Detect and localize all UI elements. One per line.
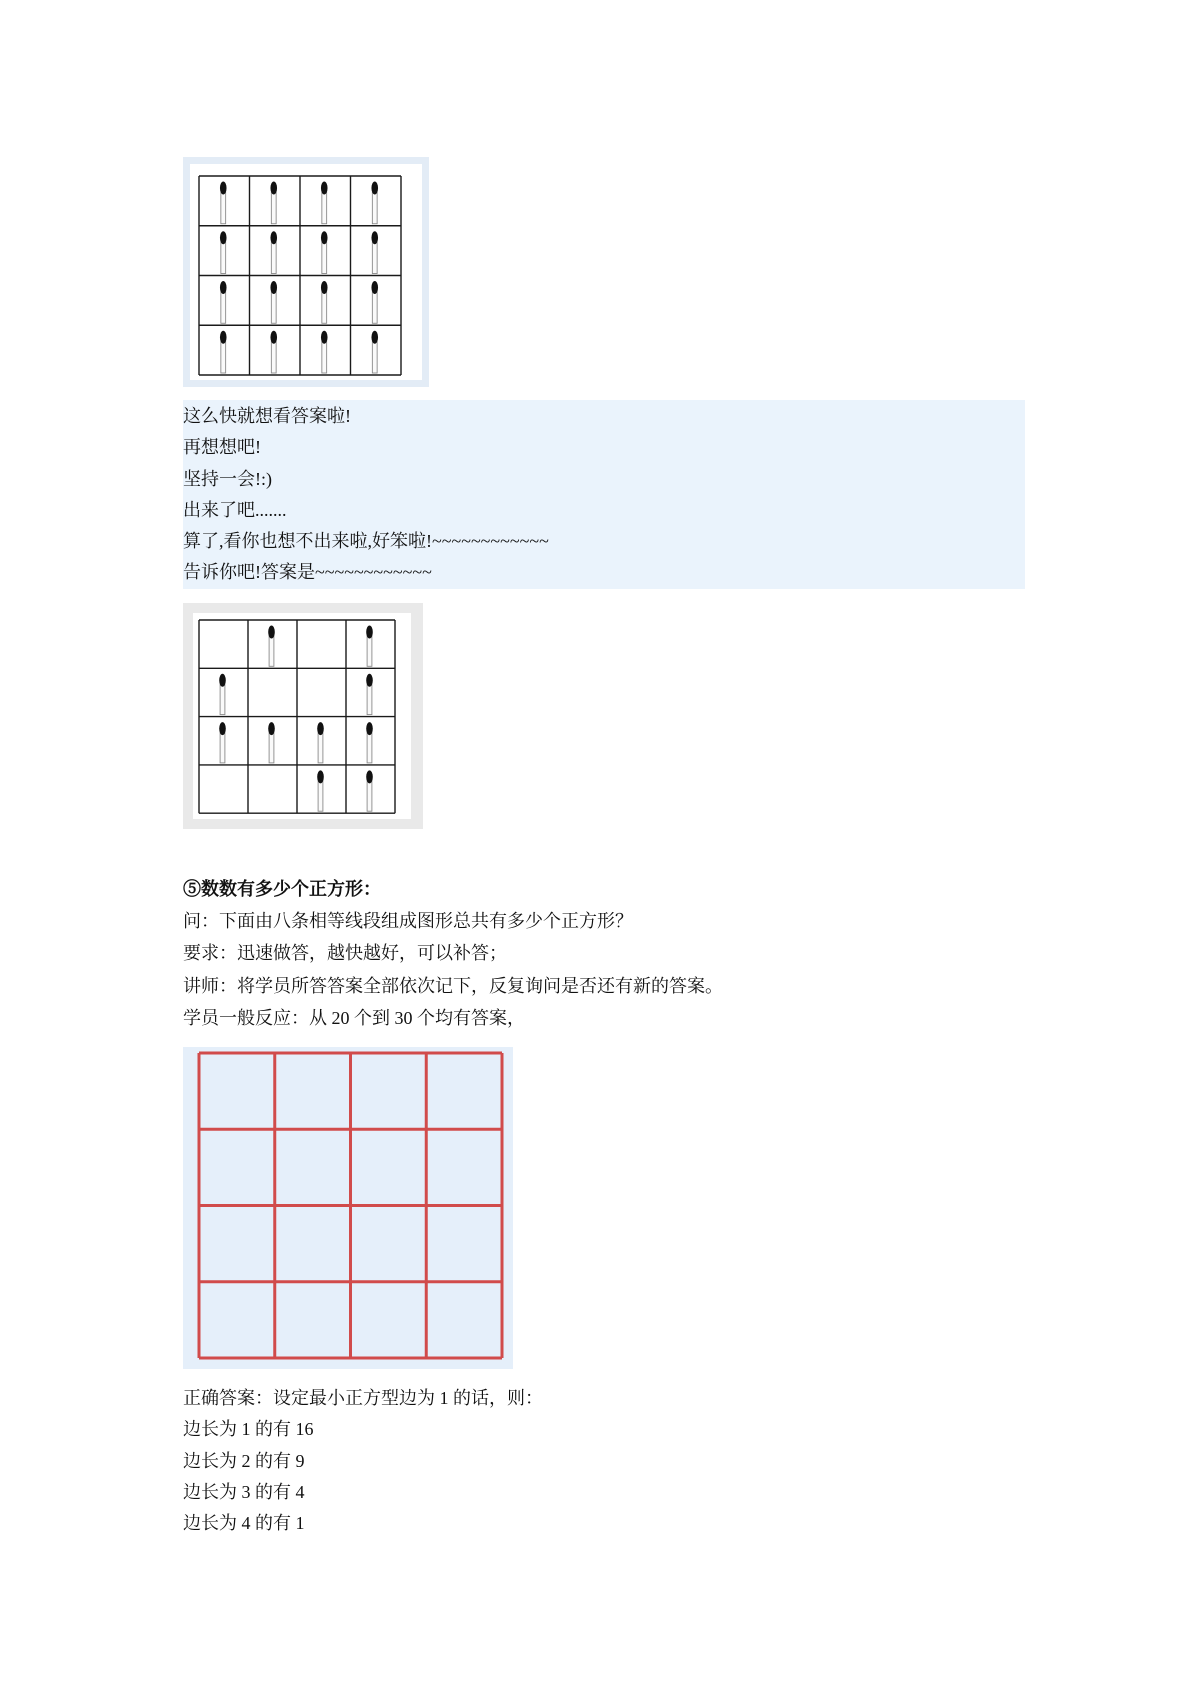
matchstick-head — [220, 231, 227, 244]
matchstick-stick — [372, 191, 377, 224]
answer-section — [183, 1383, 1023, 1539]
matchstick-stick — [221, 340, 226, 373]
matchstick — [371, 331, 378, 373]
matchstick-head — [366, 722, 373, 735]
typical-response-text: 学员一般反应：从 20 个到 30 个均有答案， — [183, 1007, 525, 1028]
matchstick-stick — [322, 241, 327, 274]
answer-line: 边长为 1 的有 16 — [183, 1419, 314, 1440]
matchstick-head — [219, 674, 226, 687]
figure-background — [183, 1047, 513, 1369]
matchstick-head — [270, 182, 277, 195]
matchstick — [366, 674, 373, 715]
matchstick-stick — [372, 291, 377, 324]
matchstick-stick — [318, 732, 323, 763]
matchstick — [371, 231, 378, 273]
matchstick-stick — [221, 241, 226, 274]
matchstick-head — [317, 722, 324, 735]
matchstick — [371, 182, 378, 224]
hint-line: 这么快就想看答案啦! — [183, 406, 351, 426]
matchstick-stick — [271, 291, 276, 324]
matchstick — [219, 674, 226, 715]
matchstick-stick — [372, 340, 377, 373]
matchstick-head — [371, 281, 378, 294]
matchstick-stick — [269, 635, 274, 666]
matchstick — [270, 182, 277, 224]
hint-line: 坚持一会!:) — [183, 468, 272, 489]
matchstick-head — [270, 331, 277, 344]
matchstick-head — [371, 182, 378, 195]
matchstick-head — [371, 331, 378, 344]
matchstick-head — [371, 231, 378, 244]
matchstick-head — [366, 674, 373, 687]
matchstick-head — [317, 770, 324, 783]
matchstick-stick — [271, 191, 276, 224]
matchstick — [220, 182, 227, 224]
matchstick-head — [219, 722, 226, 735]
matchstick-head — [220, 331, 227, 344]
matchstick-head — [366, 770, 373, 783]
matchstick — [268, 722, 275, 763]
answer-line: 边长为 4 的有 1 — [183, 1513, 305, 1534]
matchstick-head — [321, 231, 328, 244]
requirement-text: 要求：迅速做答，越快越好，可以补答； — [183, 943, 507, 964]
answer-line: 边长为 3 的有 4 — [183, 1481, 305, 1502]
matchstick-head — [268, 722, 275, 735]
matchstick-stick — [221, 291, 226, 324]
matchstick-stick — [269, 732, 274, 763]
matchstick-stick — [367, 732, 372, 763]
matchstick-head — [366, 626, 373, 639]
matchstick-stick — [220, 732, 225, 763]
matchstick-stick — [367, 683, 372, 714]
question-text: 问：下面由八条相等线段组成图形总共有多少个正方形？ — [183, 911, 633, 932]
matchstick — [317, 770, 324, 811]
matchstick — [270, 231, 277, 273]
hint-line: 告诉你吧!答案是~~~~~~~~~~~~ — [183, 562, 432, 583]
hint-block — [183, 400, 1025, 589]
matchstick-stick — [322, 340, 327, 373]
matchstick-head — [220, 182, 227, 195]
matchstick-stick — [220, 683, 225, 714]
matchstick — [220, 281, 227, 323]
matchstick-stick — [271, 340, 276, 373]
matchstick — [219, 722, 226, 763]
section-count-squares — [183, 873, 1023, 1034]
matchstick — [321, 281, 328, 323]
matchstick-grid-figure — [183, 157, 429, 387]
matchstick-stick — [221, 191, 226, 224]
matchstick-head — [321, 182, 328, 195]
matchstick — [366, 722, 373, 763]
matchstick — [366, 770, 373, 811]
hint-line: 出来了吧....... — [183, 499, 287, 520]
matchstick — [321, 331, 328, 373]
matchstick — [268, 626, 275, 667]
matchstick-stick — [322, 191, 327, 224]
answer-line: 边长为 2 的有 9 — [183, 1450, 305, 1471]
matchstick-head — [270, 231, 277, 244]
answer-intro: 正确答案：设定最小正方型边为 1 的话，则： — [183, 1388, 543, 1408]
matchstick — [220, 231, 227, 273]
instructor-text: 讲师：将学员所答答案全部依次记下，反复询问是否还有新的答案。 — [183, 975, 723, 996]
matchstick — [366, 626, 373, 667]
matchstick-head — [268, 626, 275, 639]
hint-line: 再想想吧! — [183, 437, 261, 458]
matchstick-stick — [318, 780, 323, 811]
matchstick — [220, 331, 227, 373]
matchstick — [321, 182, 328, 224]
matchstick-head — [270, 281, 277, 294]
matchstick — [270, 281, 277, 323]
matchstick-stick — [322, 291, 327, 324]
matchstick-head — [220, 281, 227, 294]
matchstick-head — [321, 331, 328, 344]
matchstick-answer-figure — [183, 603, 423, 829]
matchstick-head — [321, 281, 328, 294]
matchstick — [371, 281, 378, 323]
matchstick — [270, 331, 277, 373]
section-heading: ⑤数数有多少个正方形： — [183, 879, 381, 899]
matchstick-stick — [367, 635, 372, 666]
matchstick — [321, 231, 328, 273]
matchstick-stick — [367, 780, 372, 811]
square-grid-figure — [183, 1047, 513, 1369]
matchstick — [317, 722, 324, 763]
hint-line: 算了,看你也想不出来啦,好笨啦!~~~~~~~~~~~~ — [183, 531, 549, 552]
matchstick-stick — [271, 241, 276, 274]
matchstick-stick — [372, 241, 377, 274]
